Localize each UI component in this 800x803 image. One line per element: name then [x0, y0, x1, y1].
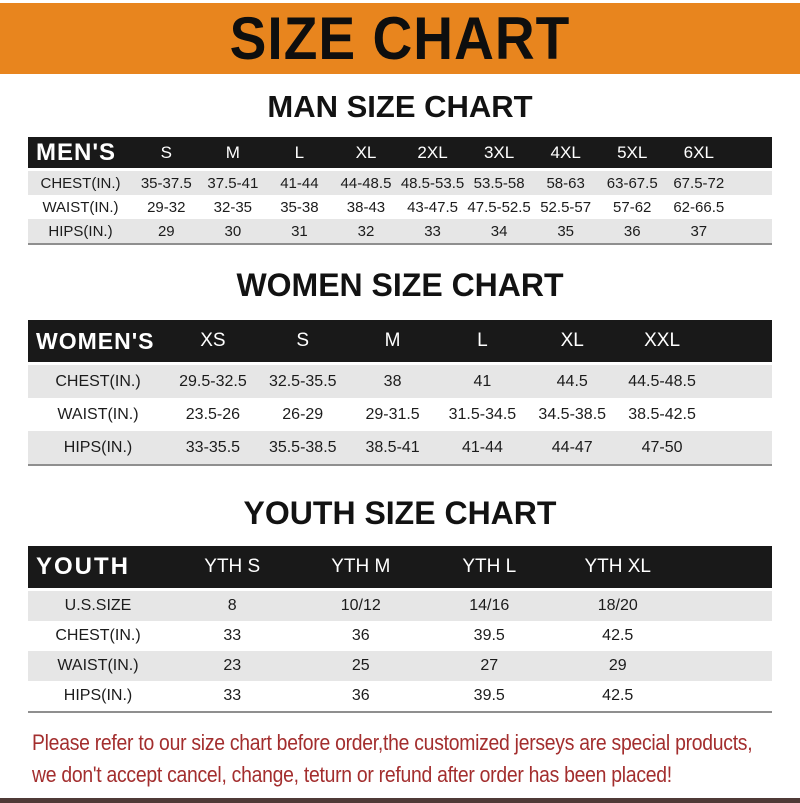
table-header-label: MEN'S [36, 138, 117, 166]
value-cell: 67.5-72 [673, 174, 725, 192]
row-label: HIPS(IN.) [48, 222, 113, 240]
table-header-row [28, 320, 772, 362]
table-row [28, 365, 772, 398]
row-label: CHEST(IN.) [55, 372, 141, 390]
value-cell: 33 [223, 687, 242, 704]
value-cell: 48.5-53.5 [400, 174, 465, 192]
value-cell: 18/20 [597, 597, 638, 614]
value-cell: 41 [473, 372, 492, 390]
size-chart-banner [0, 3, 800, 74]
column-header: 5XL [617, 142, 648, 162]
value-cell: 53.5-58 [473, 174, 525, 192]
value-cell: 10/12 [340, 597, 381, 614]
column-header: YTH M [331, 556, 391, 577]
banner-title: SIZE CHART [229, 4, 571, 73]
table-row [28, 431, 772, 464]
value-cell: 26-29 [282, 405, 324, 423]
value-cell: 32.5-35.5 [268, 372, 337, 390]
value-cell: 38.5-42.5 [628, 405, 696, 423]
youth-section-heading: YOUTH SIZE CHART [243, 495, 557, 531]
value-cell: 14/16 [469, 597, 510, 614]
column-header: YTH S [204, 556, 261, 577]
row-label: HIPS(IN.) [63, 438, 133, 456]
table-row [28, 219, 772, 243]
column-header: 4XL [550, 142, 581, 162]
column-header: 6XL [683, 142, 714, 162]
row-label: U.S.SIZE [64, 597, 132, 614]
value-cell: 33 [424, 222, 441, 240]
value-cell: 41-44 [461, 438, 503, 456]
row-label: HIPS(IN.) [63, 687, 133, 704]
value-cell: 35.5-38.5 [268, 438, 337, 456]
value-cell: 29 [157, 222, 175, 240]
value-cell: 36 [623, 222, 641, 240]
value-cell: 44.5-48.5 [628, 372, 696, 390]
column-header: YTH XL [584, 556, 652, 577]
value-cell: 38-43 [346, 198, 386, 216]
column-header: 3XL [483, 142, 515, 162]
value-cell: 29 [608, 657, 627, 674]
value-cell: 23 [223, 657, 242, 674]
value-cell: 8 [227, 597, 237, 614]
table-row [28, 171, 772, 195]
row-label: CHEST(IN.) [40, 174, 121, 192]
value-cell: 38.5-41 [365, 438, 420, 456]
value-cell: 33 [223, 627, 242, 644]
column-header: XL [355, 142, 377, 162]
column-header: 2XL [417, 142, 448, 162]
men-size-table [28, 137, 772, 245]
value-cell: 37 [690, 222, 708, 240]
row-label: CHEST(IN.) [55, 627, 141, 644]
table-row [28, 651, 772, 681]
bottom-edge-strip [0, 798, 800, 803]
column-header: XXL [644, 330, 681, 351]
row-label: WAIST(IN.) [42, 198, 119, 216]
column-header: S [160, 142, 172, 162]
value-cell: 42.5 [602, 687, 634, 704]
value-cell: 30 [224, 222, 242, 240]
table-row [28, 621, 772, 651]
value-cell: 29-31.5 [365, 405, 420, 423]
value-cell: 33-35.5 [185, 438, 241, 456]
value-cell: 44-48.5 [340, 174, 392, 192]
disclaimer-line-2: we don't accept cancel, change, teturn or refund after order has been placed! [32, 762, 672, 787]
column-header: M [225, 142, 240, 162]
youth-size-table [28, 546, 772, 713]
value-cell: 29.5-32.5 [179, 372, 247, 390]
column-header: S [296, 330, 310, 351]
column-header: XS [200, 330, 226, 351]
column-header: L [477, 330, 488, 351]
value-cell: 32 [357, 222, 375, 240]
men-section-heading: MAN SIZE CHART [267, 89, 533, 124]
value-cell: 36 [351, 687, 370, 704]
value-cell: 25 [351, 657, 370, 674]
value-cell: 34.5-38.5 [538, 405, 607, 423]
value-cell: 35-38 [280, 198, 319, 216]
table-header-row [28, 137, 772, 168]
value-cell: 57-62 [613, 198, 652, 216]
value-cell: 39.5 [473, 627, 505, 644]
value-cell: 44.5 [556, 372, 588, 390]
table-row [28, 195, 772, 219]
value-cell: 58-63 [546, 174, 585, 192]
value-cell: 31 [291, 222, 308, 240]
value-cell: 47.5-52.5 [467, 198, 531, 216]
value-cell: 41-44 [280, 174, 319, 192]
value-cell: 44-47 [551, 438, 593, 456]
value-cell: 31.5-34.5 [448, 405, 517, 423]
disclaimer-line-1: Please refer to our size chart before order,the customized jerseys are special products, [32, 730, 753, 755]
value-cell: 62-66.5 [673, 198, 725, 216]
table-header-label: WOMEN'S [36, 327, 155, 354]
table-header-row [28, 546, 772, 588]
value-cell: 63-67.5 [606, 174, 658, 192]
table-row [28, 398, 772, 431]
value-cell: 47-50 [641, 438, 683, 456]
column-header: L [294, 142, 305, 162]
disclaimer-text [32, 727, 800, 791]
table-row [28, 591, 772, 621]
women-section-heading: WOMEN SIZE CHART [236, 267, 564, 303]
value-cell: 38 [383, 372, 402, 390]
value-cell: 29-32 [147, 198, 186, 216]
value-cell: 35 [557, 222, 574, 240]
value-cell: 32-35 [213, 198, 253, 216]
value-cell: 27 [480, 657, 499, 674]
value-cell: 43-47.5 [407, 198, 458, 216]
value-cell: 36 [351, 627, 370, 644]
table-header-label: YOUTH [36, 553, 130, 580]
column-header: YTH L [462, 556, 517, 577]
value-cell: 39.5 [473, 687, 505, 704]
value-cell: 52.5-57 [540, 198, 592, 216]
table-row [28, 681, 772, 711]
row-label: WAIST(IN.) [57, 657, 139, 674]
row-label: WAIST(IN.) [57, 405, 139, 423]
women-size-table [28, 320, 772, 466]
value-cell: 23.5-26 [185, 405, 241, 423]
column-header: XL [560, 330, 584, 351]
column-header: M [384, 330, 401, 351]
value-cell: 34 [490, 222, 508, 240]
value-cell: 37.5-41 [207, 174, 259, 192]
value-cell: 42.5 [602, 627, 634, 644]
value-cell: 35-37.5 [140, 174, 192, 192]
